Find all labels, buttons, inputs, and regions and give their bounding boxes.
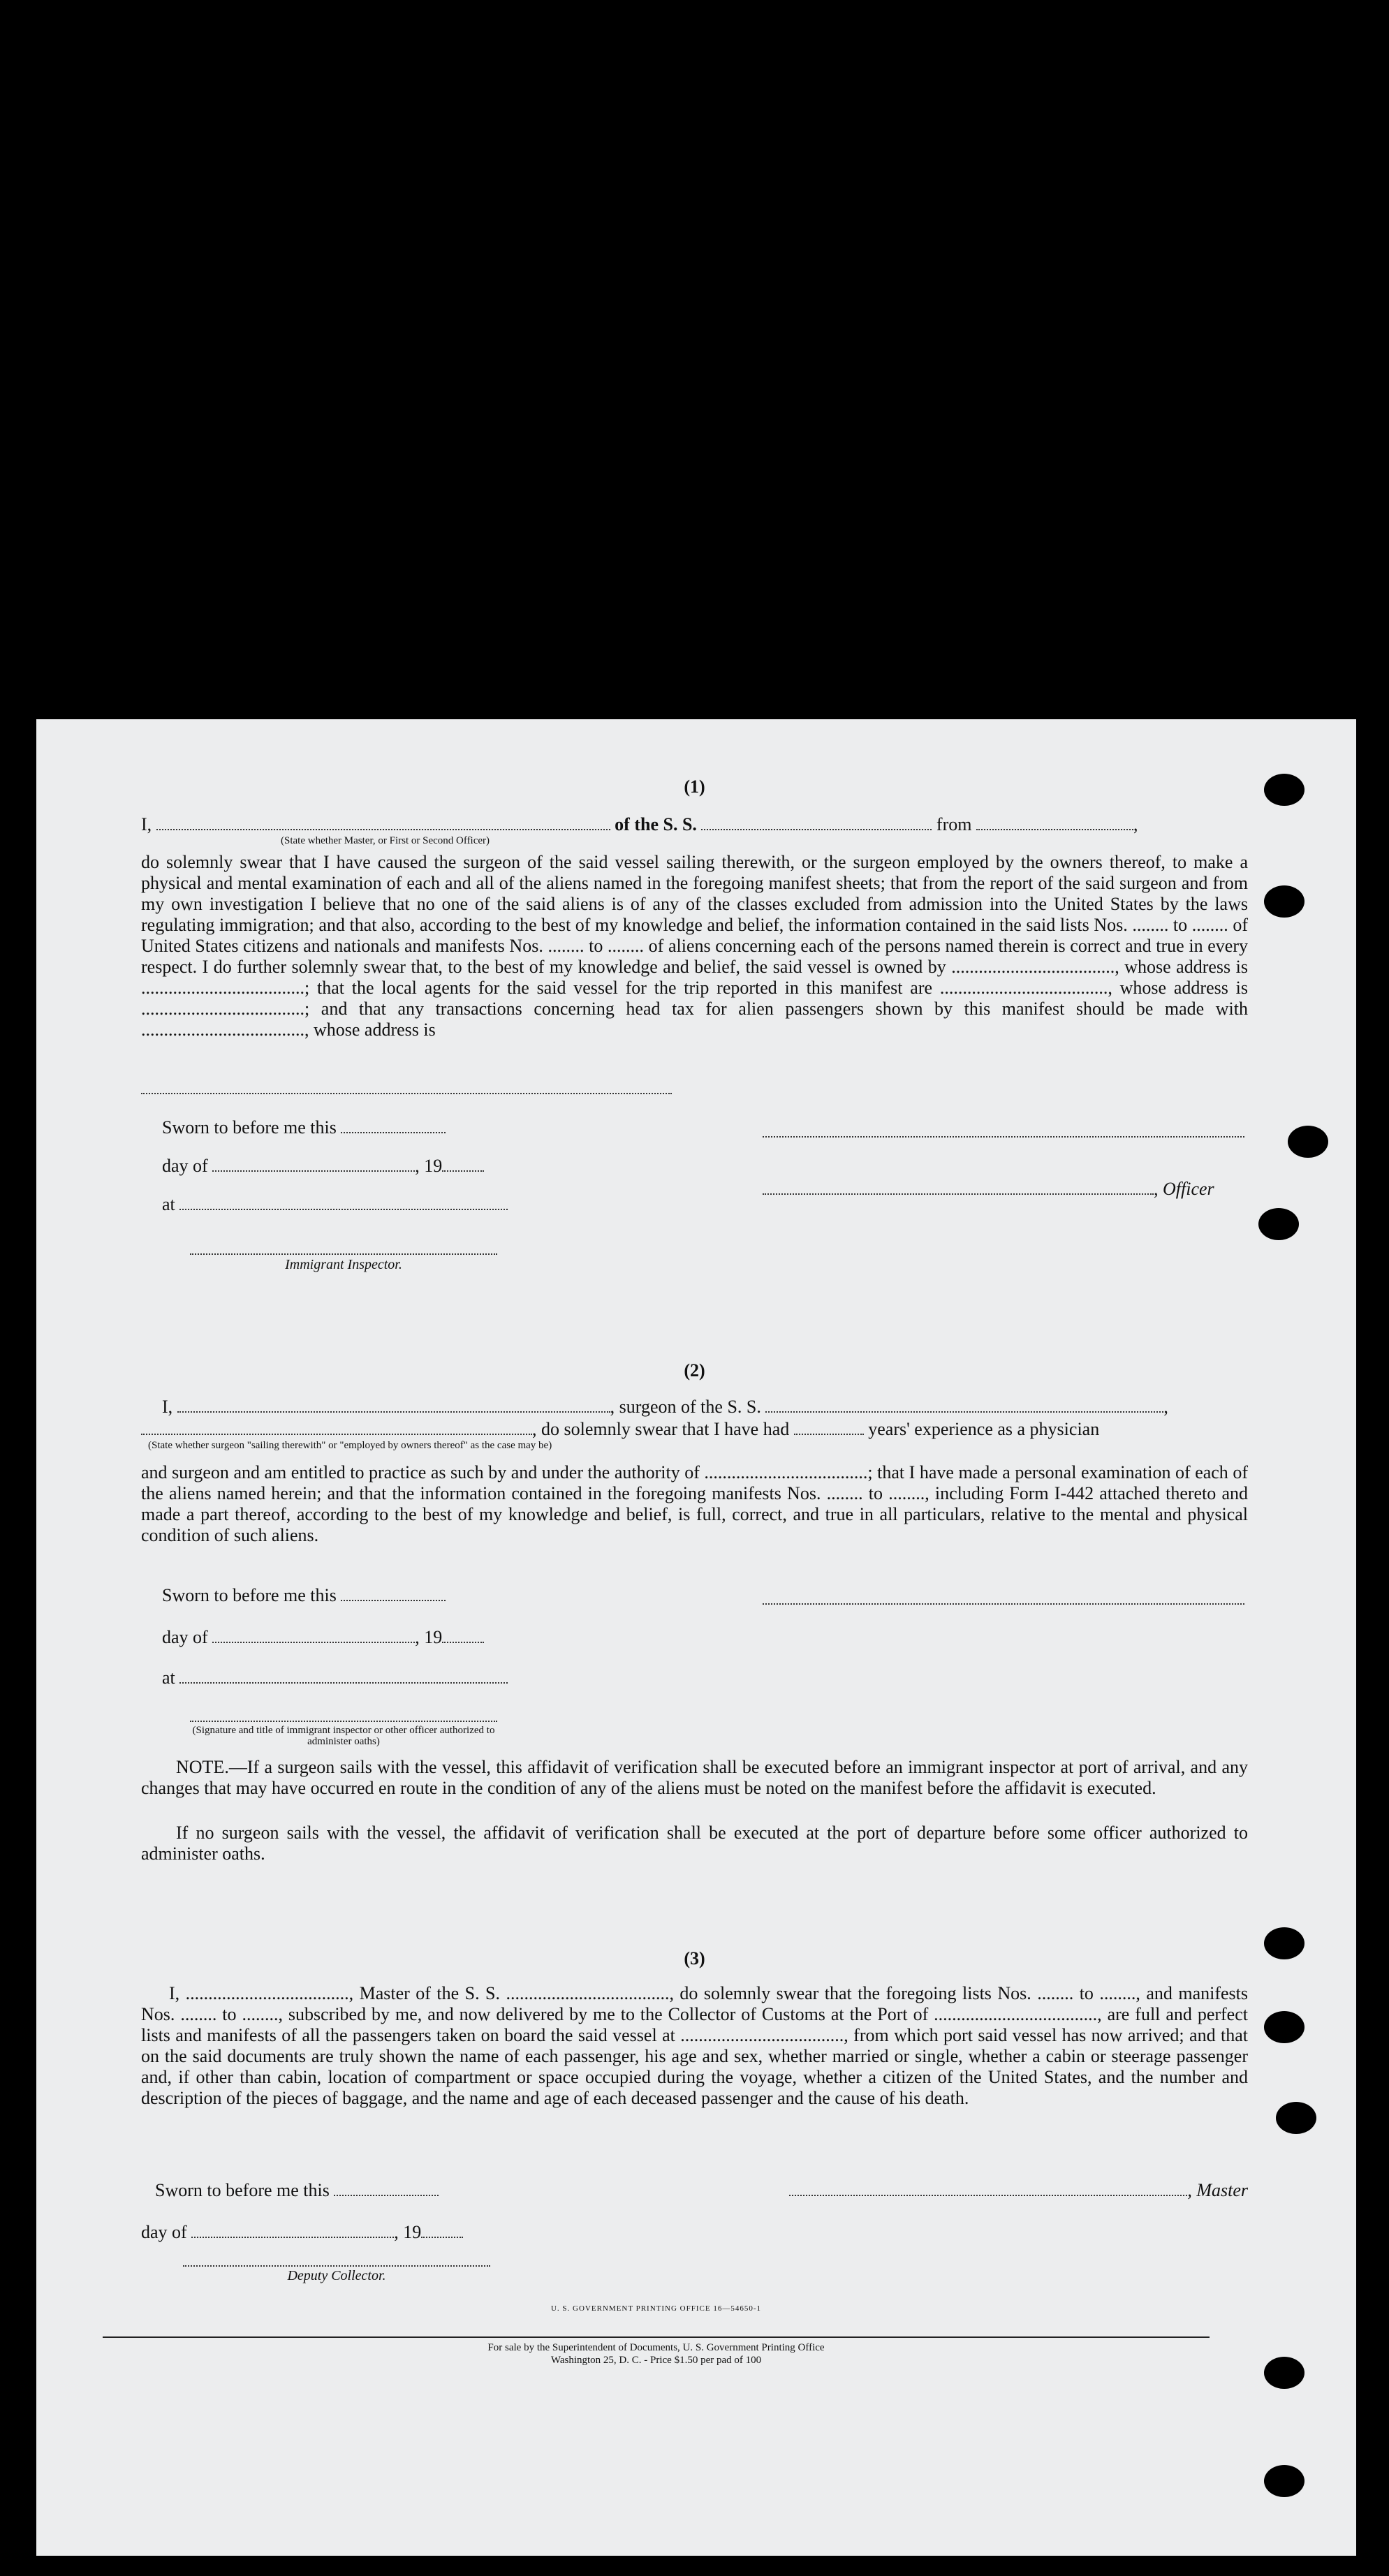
- punch-hole: [1264, 2011, 1305, 2043]
- section-2-number: (2): [684, 1360, 705, 1381]
- at-place-blank-2[interactable]: [179, 1668, 508, 1684]
- inspector-signature-line-2[interactable]: [190, 1721, 497, 1722]
- surgeon-status-note: (State whether surgeon "sailing therewith" or "employed by owners thereof" as the case may be): [148, 1440, 552, 1451]
- label-of-the-ss: of the S. S.: [615, 814, 697, 834]
- section-1-number: (1): [684, 777, 705, 797]
- label-i: I,: [141, 814, 152, 834]
- master-name-blank[interactable]: [156, 815, 610, 830]
- punch-hole: [1264, 1927, 1305, 1959]
- signature-title-caption: (Signature and title of immigrant inspector or other officer authorized to administer oaths): [192, 1725, 495, 1747]
- at-place-blank[interactable]: [179, 1195, 508, 1210]
- footer-rule: [103, 2336, 1210, 2338]
- printing-office-line: U. S. GOVERNMENT PRINTING OFFICE 16—54650-1: [550, 2304, 761, 2313]
- surgeon-signature-line[interactable]: [763, 1603, 1244, 1605]
- sworn-line-3: Sworn to before me this: [155, 2180, 1248, 2201]
- form-page: [36, 719, 1356, 2556]
- footer-line-2: Washington 25, D. C. - Price $1.50 per pad of 100: [550, 2355, 762, 2366]
- label-from: from: [936, 814, 972, 834]
- month-blank[interactable]: [212, 1156, 415, 1172]
- sworn-date-blank-2[interactable]: [341, 1586, 446, 1601]
- day-of-line-3: day of , 19: [141, 2222, 1248, 2243]
- master-line: , Master: [763, 2180, 1248, 2201]
- punch-hole: [1264, 774, 1305, 806]
- note-surgeon-sails: NOTE.—If a surgeon sails with the vessel, this affidavit of verification shall be executed before an immigrant inspector at port of arrival, and any changes that may have occurred en route in the condition of any of the aliens must be noted on the manifest before the affidavit is executed.: [141, 1757, 1248, 1798]
- punch-hole: [1288, 1126, 1328, 1158]
- from-port-blank[interactable]: [976, 815, 1133, 830]
- master-signature-line[interactable]: [763, 1136, 1244, 1138]
- punch-hole: [1264, 885, 1305, 918]
- master-title-note: (State whether Master, or First or Second Officer): [281, 835, 490, 846]
- at-line-1: at: [162, 1194, 1269, 1215]
- day-of-line-1: day of , 19: [162, 1156, 1269, 1177]
- day-of-line-2: day of , 19: [162, 1627, 1269, 1648]
- years-blank[interactable]: [794, 1420, 864, 1435]
- section-2-oath-text: and surgeon and am entitled to practice as such by and under the authority of ....................................; that I have made a personal examination of each of the aliens named herein; and that the information contained in the foregoing manifests Nos. ........ to ........, including Form I-442 attached thereto and made a part thereof, according to the best of my knowledge and belief, is full, correct, and true in all particulars, relative to the mental and physical condition of such aliens.: [141, 1462, 1248, 1545]
- section-2-second-line: , do solemnly swear that I have had years' experience as a physician: [141, 1419, 1248, 1440]
- surgeon-vessel-blank[interactable]: [765, 1397, 1163, 1413]
- continuation-line: [141, 1093, 672, 1094]
- year-blank[interactable]: [442, 1156, 484, 1172]
- surgeon-name-blank[interactable]: [177, 1397, 610, 1413]
- month-blank-3[interactable]: [191, 2223, 394, 2238]
- note-no-surgeon: If no surgeon sails with the vessel, the affidavit of verification shall be executed at the port of departure before some officer authorized to administer oaths.: [141, 1823, 1248, 1864]
- section-1-first-line: I, of the S. S. from ,: [141, 814, 1138, 834]
- year-blank-3[interactable]: [421, 2223, 463, 2238]
- section-1-oath-text: do solemnly swear that I have caused the surgeon of the said vessel sailing therewith, or the surgeon employed by the owners thereof, to make a physical and mental examination of each and all of the aliens named in the foregoing manifest sheets; that from the report of the said surgeon and from my own investigation I believe that no one of the said aliens is of any of the classes excluded from admission into the United States by the laws regulating immigration; and that also, according to the best of my knowledge and belief, the information contained in the said lists Nos. ........ to ........ of United States citizens and nationals and manifests Nos. ........ to ........ of aliens concerning each of the persons named therein is correct and true in every respect. I do further solemnly swear that, to the best of my knowledge and belief, the said vessel is owned by ...................................., whose address is ....................................; that the local agents for the said vessel for the trip reported in this manifest are ....................................., whose address is ....................................; and that any transactions concerning head tax for alien passengers shown by this manifest should be made with ...................................., whose address is: [141, 852, 1248, 1040]
- punch-hole: [1264, 2465, 1305, 2497]
- officer-line: , Officer: [763, 1179, 1248, 1200]
- sworn-line-1: Sworn to before me this: [162, 1117, 1269, 1138]
- punch-hole: [1264, 2357, 1305, 2389]
- vessel-name-blank[interactable]: [701, 815, 932, 830]
- punch-hole: [1276, 2102, 1316, 2134]
- sworn-date-blank[interactable]: [341, 1118, 446, 1133]
- inspector-signature-line[interactable]: [190, 1253, 497, 1255]
- officer-signature-blank[interactable]: [763, 1179, 1154, 1195]
- section-3-number: (3): [684, 1948, 705, 1968]
- section-3-oath-text: I, ...................................., Master of the S. S. ...................................., do solemnly swear that the foregoing lists Nos. ........ to ........, and manifests Nos. ........ to ........, subscribed by me, and now delivered by me to the Collector of Customs at the Port of ...................................., are full and perfect lists and manifests of all the passengers taken on board the said vessel at ...................................., from which port said vessel has now arrived; and that on the said documents are truly shown the name of each passenger, his age and sex, whether married or single, whether a cabin or steerage passenger and, if other than cabin, location of compartment or space occupied during the voyage, whether a citizen of the United States, and the number and description of the pieces of baggage, and the name and age of each deceased passenger and the cause of his death.: [141, 1983, 1248, 2108]
- section-2-first-line: I, , surgeon of the S. S. ,: [162, 1397, 1168, 1417]
- sworn-line-2: Sworn to before me this: [162, 1585, 1269, 1606]
- collector-signature-line[interactable]: [183, 2265, 490, 2267]
- year-blank-2[interactable]: [442, 1628, 484, 1643]
- footer-line-1: For sale by the Superintendent of Documents, U. S. Government Printing Office: [487, 2342, 825, 2353]
- month-blank-2[interactable]: [212, 1628, 415, 1643]
- inspector-caption: Immigrant Inspector.: [285, 1257, 402, 1272]
- at-line-2: at: [162, 1668, 1269, 1688]
- master-signature-blank[interactable]: [789, 2181, 1187, 2196]
- sworn-date-blank-3[interactable]: [334, 2181, 439, 2196]
- collector-caption: Deputy Collector.: [287, 2268, 386, 2283]
- surgeon-status-blank[interactable]: [141, 1420, 532, 1435]
